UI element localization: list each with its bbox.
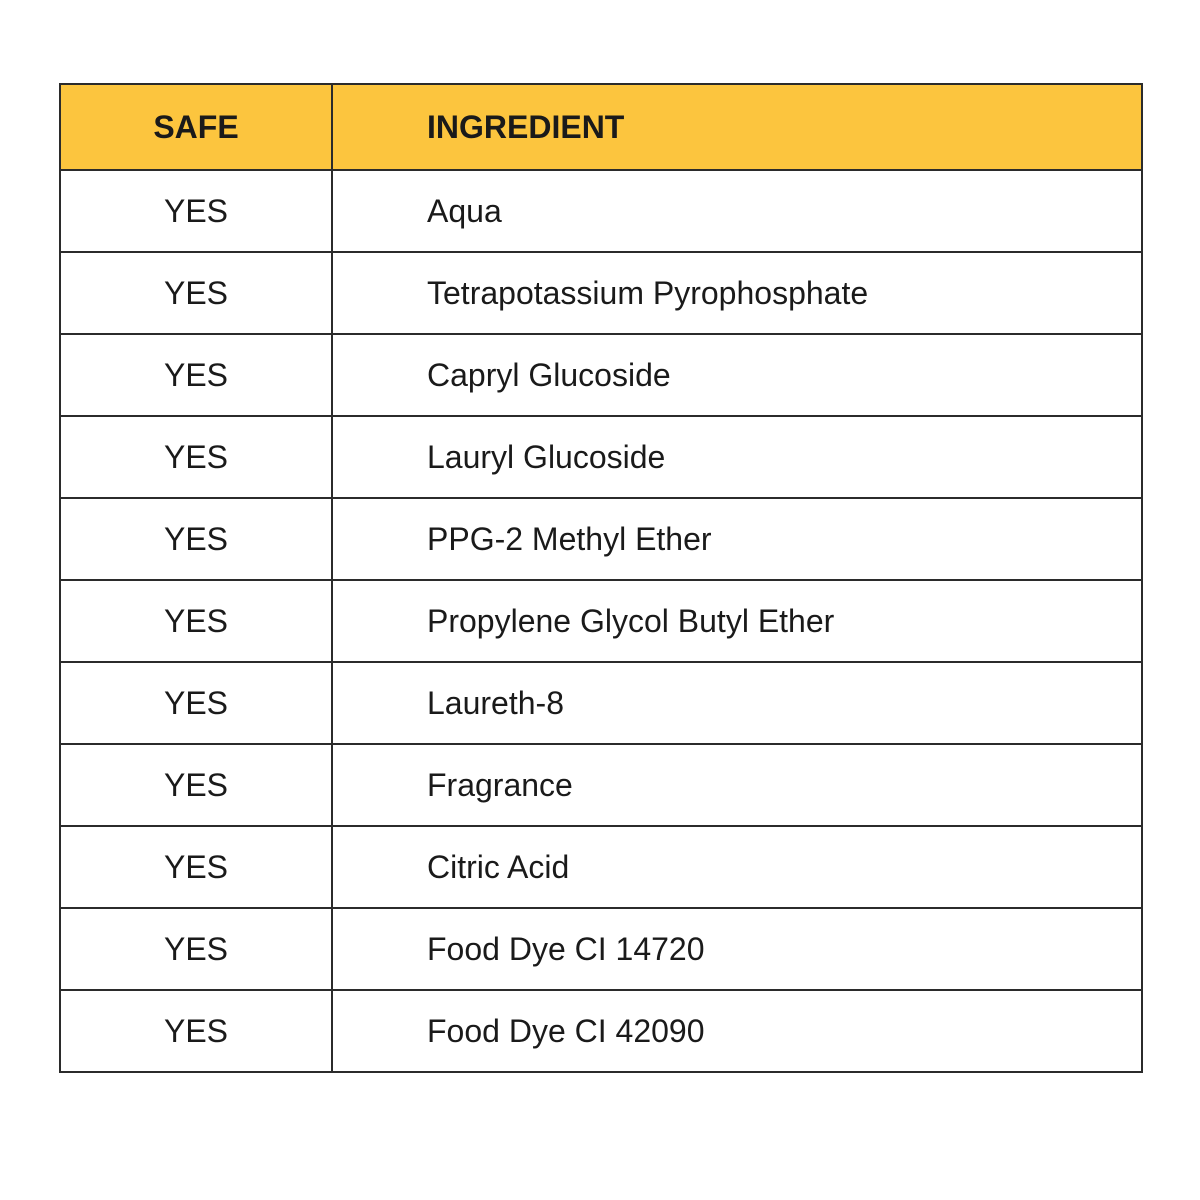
safe-cell: YES <box>60 744 332 826</box>
ingredient-cell: PPG-2 Methyl Ether <box>332 498 1142 580</box>
safe-cell: YES <box>60 580 332 662</box>
header-row <box>60 84 1142 170</box>
safe-cell: YES <box>60 990 332 1072</box>
ingredient-cell: Lauryl Glucoside <box>332 416 1142 498</box>
table-row <box>60 334 1142 416</box>
ingredient-cell: Tetrapotassium Pyrophosphate <box>332 252 1142 334</box>
ingredient-cell: Laureth-8 <box>332 662 1142 744</box>
table-row <box>60 990 1142 1072</box>
safe-cell: YES <box>60 662 332 744</box>
table-row <box>60 170 1142 252</box>
safe-column-header: SAFE <box>60 84 332 170</box>
table-row <box>60 744 1142 826</box>
safe-cell: YES <box>60 498 332 580</box>
ingredient-cell: Propylene Glycol Butyl Ether <box>332 580 1142 662</box>
table-row <box>60 580 1142 662</box>
table-row <box>60 662 1142 744</box>
table-row <box>60 252 1142 334</box>
ingredient-cell: Aqua <box>332 170 1142 252</box>
safe-cell: YES <box>60 252 332 334</box>
ingredients-table <box>59 83 1143 1073</box>
table-row <box>60 826 1142 908</box>
ingredient-cell: Food Dye CI 42090 <box>332 990 1142 1072</box>
ingredient-column-header: INGREDIENT <box>332 84 1142 170</box>
table-header <box>60 84 1142 170</box>
safe-cell: YES <box>60 170 332 252</box>
ingredient-cell: Citric Acid <box>332 826 1142 908</box>
safe-cell: YES <box>60 334 332 416</box>
table-body <box>60 170 1142 1072</box>
table-row <box>60 498 1142 580</box>
safe-cell: YES <box>60 826 332 908</box>
table-row <box>60 908 1142 990</box>
safe-cell: YES <box>60 908 332 990</box>
ingredient-cell: Food Dye CI 14720 <box>332 908 1142 990</box>
ingredient-cell: Fragrance <box>332 744 1142 826</box>
ingredient-cell: Capryl Glucoside <box>332 334 1142 416</box>
table-row <box>60 416 1142 498</box>
safe-cell: YES <box>60 416 332 498</box>
